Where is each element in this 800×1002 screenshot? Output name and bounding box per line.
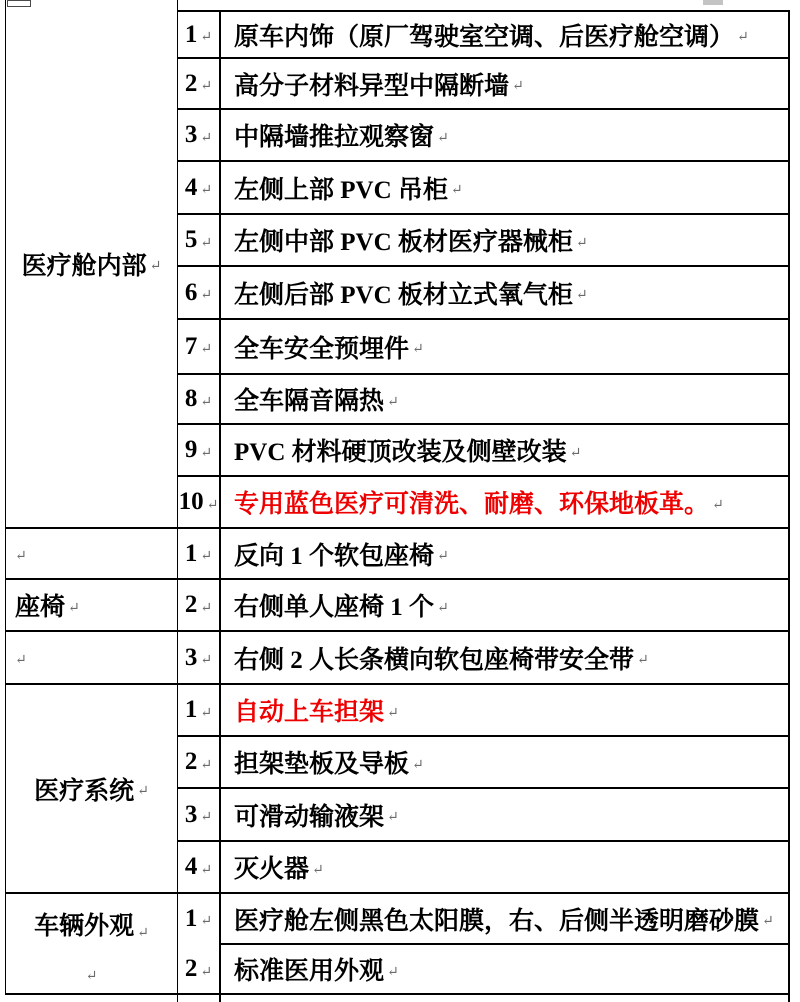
pilcrow-mark: ↵ (387, 394, 399, 410)
pilcrow-mark: ↵ (437, 130, 449, 146)
row-description-cell: 原车内饰（原厂驾驶室空调、后医疗舱空调） ↵ (234, 23, 749, 51)
row-description-cell: 标准医用外观 ↵ (234, 958, 399, 985)
pilcrow-mark: ↵ (200, 342, 213, 357)
pilcrow-mark: ↵ (137, 784, 149, 799)
grid-line (788, 10, 790, 1002)
pilcrow-mark: ↵ (15, 549, 27, 564)
pilcrow-mark: ↵ (85, 968, 98, 984)
row-number-cell: 2 ↵ (184, 748, 213, 775)
pilcrow-mark: ↵ (387, 810, 399, 825)
pilcrow-mark: ↵ (200, 705, 213, 721)
category-cell-seats (6, 580, 177, 630)
pilcrow-mark: ↵ (200, 288, 213, 303)
pilcrow-mark: ↵ (200, 810, 213, 825)
row-number-cell: 5 ↵ (184, 226, 213, 253)
category-cell-medical-cabin-interior (6, 0, 177, 527)
pilcrow-mark: ↵ (200, 30, 213, 45)
grid-line (5, 993, 790, 995)
row-description-cell: PVC 材料硬顶改装及侧壁改装 ↵ (234, 439, 582, 466)
pilcrow-mark: ↵ (450, 183, 463, 198)
row-description-cell: 可滑动输液架 ↵ (234, 803, 399, 831)
pilcrow-mark: ↵ (200, 130, 213, 146)
pilcrow-mark: ↵ (412, 757, 424, 773)
pilcrow-mark: ↵ (200, 757, 213, 773)
row-description-cell: 自动上车担架 ↵ (234, 699, 399, 726)
row-number-cell: 9 ↵ (184, 436, 213, 463)
pilcrow-mark: ↵ (437, 549, 449, 564)
pilcrow-mark: ↵ (200, 394, 213, 410)
pilcrow-mark: ↵ (712, 497, 724, 513)
row-description-cell: 左侧上部 PVC 吊柜 ↵ (234, 176, 463, 204)
pilcrow-mark: ↵ (412, 342, 424, 357)
pilcrow-mark: ↵ (200, 235, 213, 251)
category-cell-empty (6, 632, 177, 683)
pilcrow-mark: ↵ (437, 600, 449, 616)
row-description-cell: 反向 1 个软包座椅 ↵ (234, 542, 449, 570)
row-number-cell: 2 ↵ (184, 591, 213, 618)
pilcrow-mark: ↵ (575, 288, 588, 303)
row-number-cell: 1 ↵ (184, 539, 213, 567)
pilcrow-mark: ↵ (200, 600, 213, 616)
row-description-cell: 医疗舱左侧黑色太阳膜，右、后侧半透明磨砂膜 ↵ (234, 907, 774, 935)
row-description-cell: 灭火器 ↵ (234, 856, 324, 883)
row-number-cell: 1 ↵ (184, 904, 213, 932)
row-description-cell: 右侧 2 人长条横向软包座椅带安全带 ↵ (234, 646, 649, 674)
pilcrow-mark: ↵ (200, 862, 213, 878)
row-number-cell: 10 ↵ (178, 488, 219, 515)
category-cell-empty (6, 529, 177, 578)
pilcrow-mark: ↵ (149, 259, 162, 274)
row-description-cell: 全车安全预埋件 ↵ (234, 335, 424, 363)
category-label: 医疗系统 (34, 777, 135, 805)
row-number-cell: 8 ↵ (184, 385, 213, 412)
pilcrow-mark: ↵ (137, 925, 149, 941)
pilcrow-mark: ↵ (200, 183, 213, 198)
category-cell-vehicle-exterior (6, 894, 177, 993)
pilcrow-mark: ↵ (200, 964, 213, 980)
row-description-cell: 担架垫板及导板 ↵ (234, 751, 424, 778)
pilcrow-mark: ↵ (387, 705, 399, 721)
pilcrow-mark: ↵ (637, 653, 649, 668)
row-number-cell: 3 ↵ (184, 800, 213, 828)
row-number-cell: 1 ↵ (184, 20, 213, 48)
pilcrow-mark: ↵ (387, 964, 399, 980)
row-number-cell: 2 ↵ (184, 69, 213, 97)
row-description-cell: 专用蓝色医疗可清洗、耐磨、环保地板革。 ↵ (234, 491, 724, 518)
row-description-cell: 高分子材料异型中隔断墙 ↵ (234, 72, 524, 100)
category-label: 座椅 (15, 594, 66, 621)
row-number-cell: 1 ↵ (184, 696, 213, 723)
pilcrow-mark: ↵ (68, 600, 80, 616)
pilcrow-mark: ↵ (200, 914, 213, 929)
row-number-cell: 4 ↵ (184, 853, 213, 880)
category-label: 车辆外观 ↵ (34, 912, 149, 941)
ruler-marker-artifact (703, 0, 723, 5)
row-description-cell: 左侧中部 PVC 板材医疗器械柜 ↵ (234, 229, 588, 256)
pilcrow-mark: ↵ (15, 653, 27, 668)
row-number-cell: 3 ↵ (184, 643, 213, 671)
row-description-cell: 左侧后部 PVC 板材立式氧气柜 ↵ (234, 281, 588, 309)
pilcrow-mark: ↵ (200, 79, 213, 94)
pilcrow-mark: ↵ (762, 914, 774, 929)
pilcrow-mark: ↵ (737, 30, 749, 45)
pilcrow-mark: ↵ (200, 549, 213, 564)
row-number-cell: 6 ↵ (184, 278, 213, 306)
row-number-cell: 3 ↵ (184, 121, 213, 148)
row-number-cell: 4 ↵ (184, 173, 213, 201)
pilcrow-mark: ↵ (575, 235, 588, 251)
pilcrow-mark: ↵ (206, 497, 219, 513)
category-cell-medical-system (6, 685, 177, 892)
pilcrow-mark: ↵ (512, 79, 524, 94)
row-number-cell: 7 ↵ (184, 332, 213, 360)
pilcrow-mark: ↵ (200, 445, 213, 461)
pilcrow-mark: ↵ (569, 445, 582, 461)
row-description-cell: 右侧单人座椅 1 个 ↵ (234, 594, 449, 621)
row-description-cell: 中隔墙推拉观察窗 ↵ (234, 124, 449, 151)
category-label: 医疗舱内部 (21, 252, 147, 280)
pilcrow-mark: ↵ (312, 862, 324, 878)
row-number-cell: 2 ↵ (184, 955, 213, 982)
row-description-cell: 全车隔音隔热 ↵ (234, 388, 399, 415)
pilcrow-mark: ↵ (200, 653, 213, 668)
